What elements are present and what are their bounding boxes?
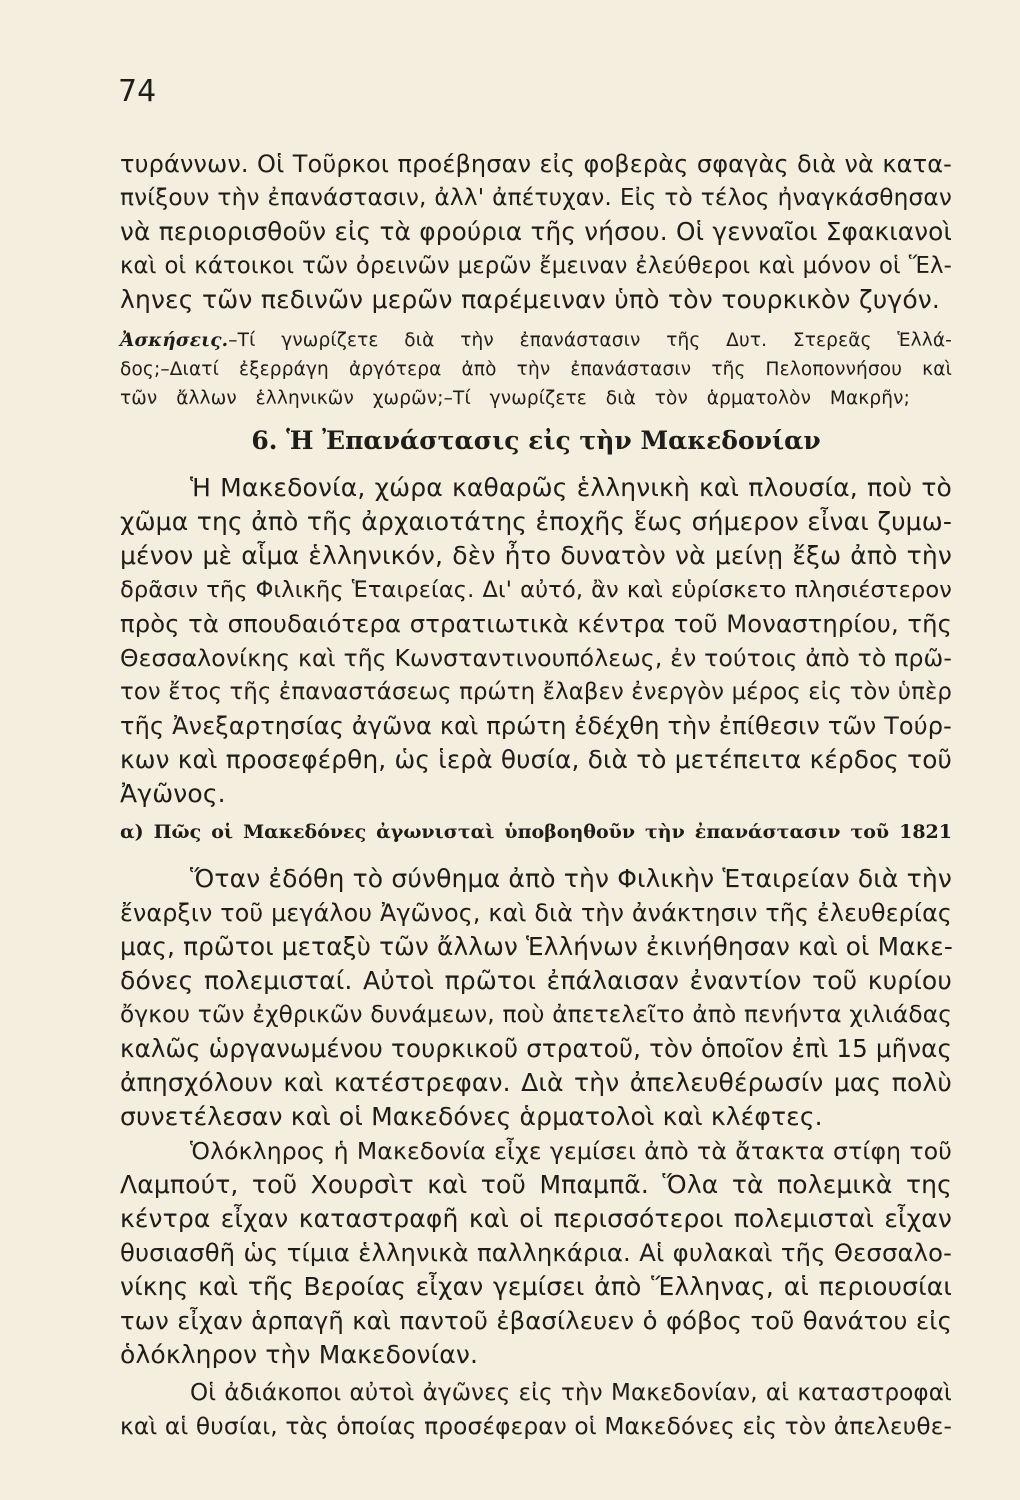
text-line: Ὅταν ἐδόθη τὸ σύνθημα ἀπὸ τὴν Φιλικὴν Ἑταιρείαν διὰ τὴν [190, 864, 952, 893]
page-number: 74 [118, 74, 157, 109]
text-line: τον ἔτος τῆς ἐπαναστάσεως πρώτη ἔλαβεν ἐνεργὸν μέρος εἰς τὸν ὑπὲρ [120, 679, 952, 705]
text-line: καὶ αἱ θυσίαι, τὰς ὁποίας προσέφεραν οἱ Μακεδόνες εἰς τὸν ἀπελευθε- [120, 1413, 952, 1440]
exercises-text: –Τί γνωρίζετε διὰ τὴν ἐπανάστασιν τῆς Δυτ. Στερεᾶς Ἑλλά- [228, 330, 952, 351]
text-line: πρὸς τὰ σπουδαιότερα στρατιωτικὰ κέντρα τοῦ Μοναστηρίου, τῆς [120, 609, 952, 638]
text-line: κων καὶ προσεφέρθη, ὡς ἱερὰ θυσία, διὰ τὸ μετέπειτα κέρδος τοῦ [120, 745, 952, 774]
text-line: νὰ περιορισθοῦν εἰς τὰ φρούρια τῆς νήσου. Οἱ γενναῖοι Σφακιανοὶ [120, 217, 952, 246]
text-line: τῆς Ἀνεξαρτησίας ἀγῶνα καὶ πρώτη ἐδέχθη τὴν ἐπίθεσιν τῶν Τούρ- [120, 712, 952, 740]
text-line: μένον μὲ αἷμα ἑλληνικόν, δὲν ἦτο δυνατὸν νὰ μείνῃ ἔξω ἀπὸ τὴν [120, 541, 952, 570]
text-line: δρᾶσιν τῆς Φιλικῆς Ἑταιρείας. Δι' αὐτό, ἂν καὶ εὑρίσκετο πλησιέστερον [120, 577, 952, 603]
text-line: ἀπησχόλουν καὶ κατέστρεφαν. Διὰ τὴν ἀπελευθέρωσίν μας πολὺ [120, 1068, 952, 1097]
text-line: Οἱ ἀδιάκοποι αὐτοὶ ἀγῶνες εἰς τὴν Μακεδονίαν, αἱ καταστροφαὶ [190, 1380, 952, 1406]
text-line: Ἡ Μακεδονία, χώρα καθαρῶς ἑλληνικὴ καὶ πλουσία, ποὺ τὸ [190, 473, 952, 502]
text-line: ὄγκου τῶν ἐχθρικῶν δυνάμεων, ποὺ ἀπετελεῖτο ἀπὸ πενήντα χιλιάδας [120, 1001, 952, 1028]
exercises-label: Ἀσκήσεις. [120, 330, 229, 351]
text-line: μας, πρῶτοι μεταξὺ τῶν ἄλλων Ἑλλήνων ἐκινήθησαν καὶ οἱ Μακε- [120, 932, 953, 961]
exercises-line [120, 327, 952, 355]
exercises-line: τῶν ἄλλων ἑλληνικῶν χωρῶν;–Τί γνωρίζετε διὰ τὸν ἁρματολὸν Μακρῆν; [120, 388, 910, 409]
text-line: δόνες πολεμισταί. Αὐτοὶ πρῶτοι ἐπάλαισαν ἐναντίον τοῦ κυρίου [120, 966, 952, 995]
text-line: νίκης καὶ τῆς Βεροίας εἶχαν γεμίσει ἀπὸ Ἕλληνας, αἱ περιουσίαι [120, 1272, 952, 1301]
text-line: καλῶς ὡργανωμένου τουρκικοῦ στρατοῦ, τὸν ὁποῖον ἐπὶ 15 μῆνας [120, 1034, 952, 1063]
exercises-line: δος;–Διατί ἐξερράγη ἀργότερα ἀπὸ τὴν ἐπανάστασιν τῆς Πελοποννήσου καὶ [120, 359, 952, 380]
section-heading: 6. Ἡ Ἐπανάστασις εἰς τὴν Μακεδονίαν [251, 426, 821, 455]
text-line: τυράννων. Οἱ Τοῦρκοι προέβησαν εἰς φοβερὰς σφαγὰς διὰ νὰ κατα- [120, 150, 952, 178]
text-line: ὁλόκληρον τὴν Μακεδονίαν. [120, 1340, 479, 1369]
text-line: συνετέλεσαν καὶ οἱ Μακεδόνες ἁρματολοὶ καὶ κλέφτες. [120, 1102, 823, 1131]
text-line: Ὁλόκληρος ἡ Μακεδονία εἶχε γεμίσει ἀπὸ τὰ ἄτακτα στίφη τοῦ [190, 1137, 952, 1165]
text-line: θυσιασθῆ ὡς τίμια ἑλληνικὰ παλληκάρια. Αἱ φυλακαὶ τῆς Θεσσαλο- [120, 1238, 952, 1267]
text-line: κέντρα εἶχαν καταστραφῆ καὶ οἱ περισσότεροι πολεμισταὶ εἶχαν [120, 1204, 952, 1233]
text-line: ληνες τῶν πεδινῶν μερῶν παρέμειναν ὑπὸ τὸν τουρκικὸν ζυγόν. [120, 285, 940, 314]
text-line: πνίξουν τὴν ἐπανάστασιν, ἀλλ' ἀπέτυχαν. Εἰς τὸ τέλος ἠναγκάσθησαν [120, 184, 952, 211]
text-line: Ἀγῶνος. [120, 779, 226, 808]
text-line: των εἶχαν ἁρπαγῆ καὶ παντοῦ ἐβασίλευεν ὁ φόβος τοῦ θανάτου εἰς [120, 1306, 952, 1335]
text-line: ἔναρξιν τοῦ μεγάλου Ἀγῶνος, καὶ διὰ τὴν ἀνάκτησιν τῆς ἐλευθερίας [120, 899, 952, 927]
text-line: καὶ οἱ κάτοικοι τῶν ὀρεινῶν μερῶν ἔμειναν ἐλεύθεροι καὶ μόνον οἱ Ἕλ- [120, 253, 952, 279]
subsection-heading: α) Πῶς οἱ Μακεδόνες ἀγωνισταὶ ὑποβοηθοῦν τὴν ἐπανάστασιν τοῦ 1821 [120, 821, 952, 843]
text-line: Θεσσαλονίκης καὶ τῆς Κωνσταντινουπόλεως, ἐν τούτοις ἀπὸ τὸ πρῶ- [120, 644, 952, 672]
text-line: χῶμα της ἀπὸ τῆς ἀρχαιοτάτης ἐποχῆς ἕως σήμερον εἶναι ζυμω- [120, 507, 952, 536]
text-line: Λαμπούτ, τοῦ Χουρσὶτ καὶ τοῦ Μπαμπᾶ. Ὅλα τὰ πολεμικὰ της [120, 1170, 952, 1199]
